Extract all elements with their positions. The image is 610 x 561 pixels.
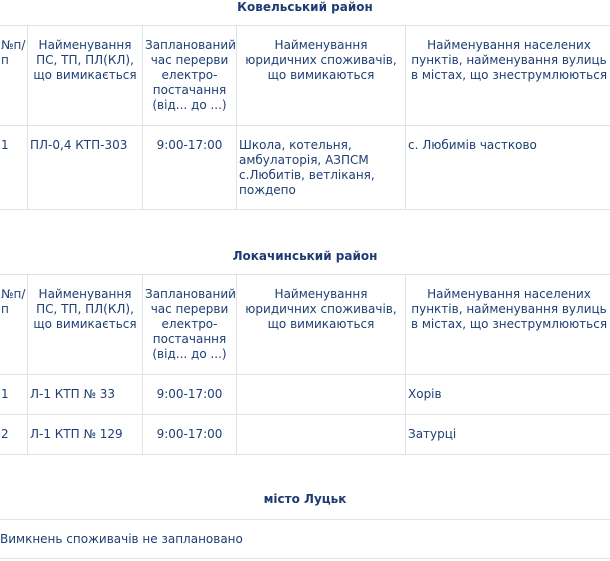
cell-object: Л-1 КТП № 129: [28, 415, 143, 455]
outage-table-kovel: [0, 25, 610, 210]
cell-time: 9:00-17:00: [143, 375, 237, 415]
section-title-lokachi: Локачинський район: [232, 249, 378, 263]
no-outage-row: [0, 519, 610, 559]
header-time: Запланований час перерви електро-постачання (від... до ...): [143, 26, 237, 126]
header-legal-consumers: Найменування юридичних споживачів, що вимикаються: [237, 275, 406, 375]
table-row: [0, 126, 610, 210]
cell-object: ПЛ-0,4 КТП-303: [28, 126, 143, 210]
cell-settlements: Затурці: [406, 415, 610, 455]
section-title-lutsk: місто Луцьк: [263, 492, 347, 506]
cell-legal-consumers: Школа, котельня, амбулаторія, АЗПСМ с.Любитів, ветліканя, пождепо: [237, 126, 406, 210]
cell-legal-consumers: [237, 415, 406, 455]
no-outage-note: Вимкнень споживачів не заплановано: [0, 532, 243, 546]
header-legal-consumers: Найменування юридичних споживачів, що вимикаються: [237, 26, 406, 126]
cell-time: 9:00-17:00: [143, 415, 237, 455]
header-object: Найменування ПС, ТП, ПЛ(КЛ), що вимикається: [28, 275, 143, 375]
table-row: [0, 375, 610, 415]
cell-time: 9:00-17:00: [143, 126, 237, 210]
header-settlements: Найменування населених пунктів, найменування вулиць в містах, що знеструмлюються: [406, 26, 610, 126]
cell-number: 2: [0, 415, 28, 455]
header-settlements: Найменування населених пунктів, найменування вулиць в містах, що знеструмлюються: [406, 275, 610, 375]
header-number: №п/п: [0, 26, 28, 126]
cell-number: 1: [0, 375, 28, 415]
cell-number: 1: [0, 126, 28, 210]
section-title-kovel: Ковельський район: [237, 0, 373, 14]
cell-object: Л-1 КТП № 33: [28, 375, 143, 415]
header-time: Запланований час перерви електро-постачання (від... до ...): [143, 275, 237, 375]
outage-table-lokachi: [0, 274, 610, 455]
cell-settlements: с. Любимів частково: [406, 126, 610, 210]
header-number: №п/п: [0, 275, 28, 375]
cell-legal-consumers: [237, 375, 406, 415]
cell-settlements: Хорів: [406, 375, 610, 415]
table-row: [0, 415, 610, 455]
header-object: Найменування ПС, ТП, ПЛ(КЛ), що вимикається: [28, 26, 143, 126]
